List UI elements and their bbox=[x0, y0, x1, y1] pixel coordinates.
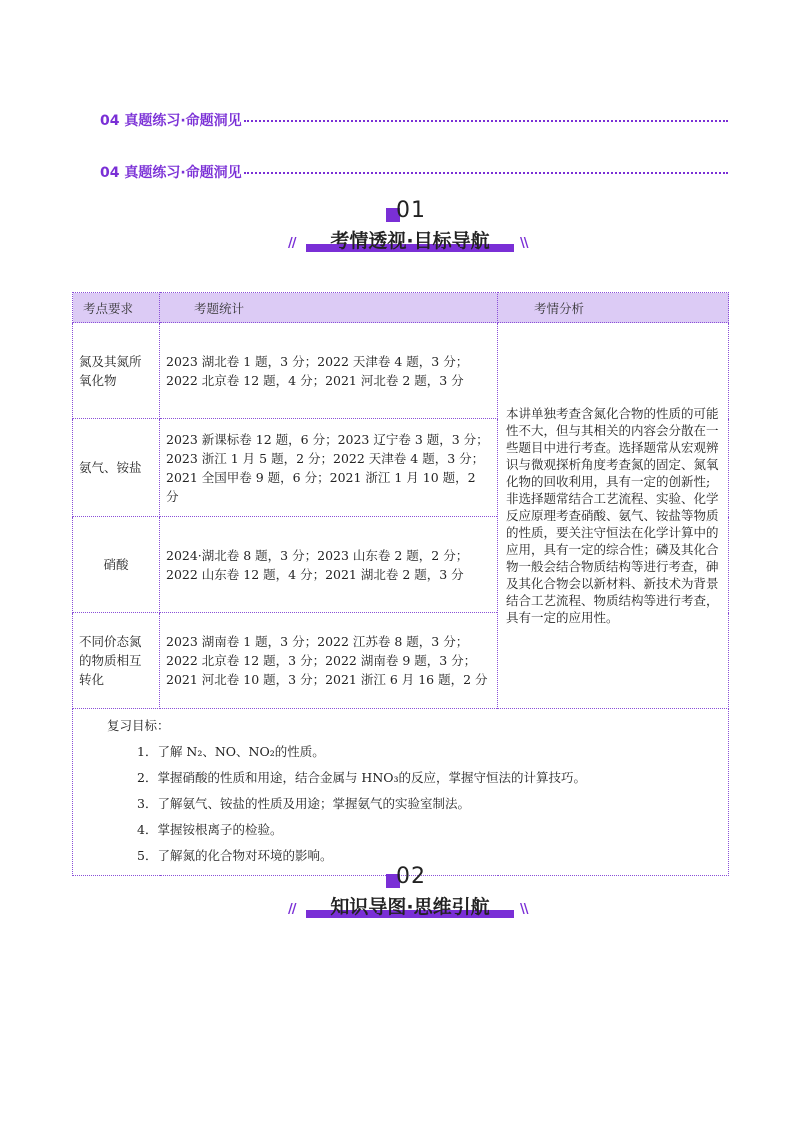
stats-cell: 2023 新课标卷 12 题，6 分；2023 辽宁卷 3 题，3 分；2023 浙江 1 月 5 题，2 分；2022 天津卷 4 题，3 分；2021 全国甲卷 9 题，6 分；2021 浙江 1 月 10 题，2 分 bbox=[160, 419, 498, 517]
review-goals-title: 复习目标： bbox=[107, 718, 170, 733]
topic-cell: 氨气、铵盐 bbox=[73, 419, 160, 517]
table-row bbox=[73, 323, 729, 419]
toc-entry[interactable] bbox=[100, 162, 728, 182]
toc-entry[interactable] bbox=[100, 110, 728, 130]
topic-cell: 氮及其氮所氧化物 bbox=[73, 323, 160, 419]
list-item: 1．了解 N₂、NO、NO₂的性质。 bbox=[137, 744, 325, 759]
section-heading-2 bbox=[0, 864, 800, 924]
section-heading-1 bbox=[0, 198, 800, 258]
section-number: 01 bbox=[396, 198, 426, 223]
review-goals-list bbox=[107, 739, 728, 869]
slash-decoration-right: \\ bbox=[520, 236, 528, 251]
analysis-cell: 本讲单独考查含氮化合物的性质的可能性不大，但与其相关的内容会分散在一些题目中进行考查。选择题常从宏观辨识与微观探析角度考查氮的固定、氮氧化物的回收利用，具有一定的创新性;非选择题常结合工艺流程、实验、化学反应原理考查硝酸、氨气、铵盐等物质的性质，要关注守恒法在化学计算中的应用，具有一定的综合性；磷及其化合物一般会结合物质结构等进行考查，砷及其化合物会以新材料、新技术为背景结合工艺流程、物质结构等进行考查，具有一定的应用性。 bbox=[498, 323, 729, 709]
section-title: 知识导图·思维引航 bbox=[330, 896, 490, 918]
toc-leader-dots bbox=[244, 120, 728, 122]
list-item: 5．了解氮的化合物对环境的影响。 bbox=[137, 848, 333, 863]
header-topic: 考点要求 bbox=[73, 293, 160, 323]
stats-cell: 2023 湖南卷 1 题，3 分；2022 江苏卷 8 题，3 分；2022 北京卷 12 题，3 分；2022 湖南卷 9 题，3 分；2021 河北卷 10 题，3 分；2021 浙江 6 月 16 题，2 分 bbox=[160, 613, 498, 709]
list-item: 3．了解氨气、铵盐的性质及用途；掌握氨气的实验室制法。 bbox=[137, 796, 470, 811]
slash-decoration-left: // bbox=[288, 236, 296, 251]
section-title: 考情透视·目标导航 bbox=[330, 230, 490, 252]
slash-decoration-left: // bbox=[288, 902, 296, 917]
toc-leader-dots bbox=[244, 172, 728, 174]
header-stats: 考题统计 bbox=[160, 293, 498, 323]
toc-entry-label: 04 真题练习·命题洞见 bbox=[100, 113, 242, 129]
table-header-row bbox=[73, 293, 729, 323]
header-analysis: 考情分析 bbox=[498, 293, 729, 323]
exam-analysis-table bbox=[72, 292, 729, 876]
stats-cell: 2024·湖北卷 8 题，3 分；2023 山东卷 2 题，2 分；2022 山东卷 12 题，4 分；2021 湖北卷 2 题，3 分 bbox=[160, 517, 498, 613]
goals-row bbox=[73, 709, 729, 876]
topic-cell: 不同价态氮的物质相互转化 bbox=[73, 613, 160, 709]
section-number: 02 bbox=[396, 864, 426, 889]
topic-cell: 硝酸 bbox=[73, 517, 160, 613]
stats-cell: 2023 湖北卷 1 题，3 分；2022 天津卷 4 题，3 分；2022 北京卷 12 题，4 分；2021 河北卷 2 题，3 分 bbox=[160, 323, 498, 419]
review-goals-cell bbox=[73, 709, 729, 876]
list-item: 2．掌握硝酸的性质和用途，结合金属与 HNO₃的反应，掌握守恒法的计算技巧。 bbox=[137, 770, 587, 785]
slash-decoration-right: \\ bbox=[520, 902, 528, 917]
toc-entry-label: 04 真题练习·命题洞见 bbox=[100, 165, 242, 181]
list-item: 4．掌握铵根离子的检验。 bbox=[137, 822, 283, 837]
